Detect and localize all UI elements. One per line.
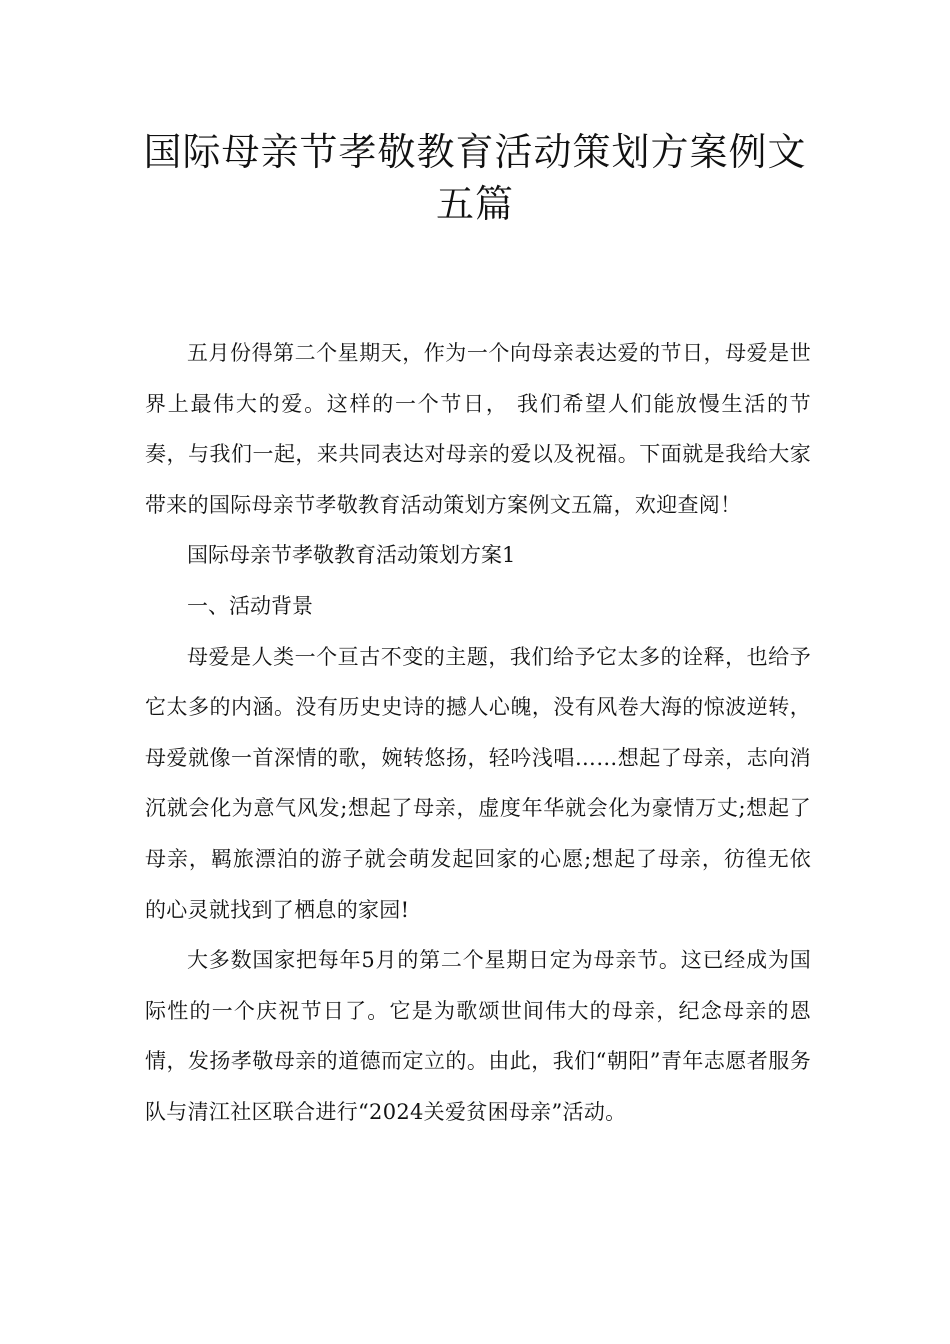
body-paragraph-1: 母爱是人类一个亘古不变的主题，我们给予它太多的诠释，也给予它太多的内涵。没有历史史诗的撼人心魄，没有风卷大海的惊波逆转，母爱就像一首深情的歌，婉转悠扬，轻吟浅唱……想起了母亲，志向消沉就会化为意气风发;想起了母亲，虚度年华就会化为豪情万丈;想起了母亲，羁旅漂泊的游子就会萌发起回家的心愿;想起了母亲，彷徨无依的心灵就找到了栖息的家园! [145, 644, 811, 922]
title-line-1: 国际母亲节孝敬教育活动策划方案例文 [143, 130, 807, 174]
title-line-2: 五篇 [435, 182, 514, 226]
intro-paragraph: 五月份得第二个星期天，作为一个向母亲表达爱的节日，母爱是世界上最伟大的爱。这样的一个节日， 我们希望人们能放慢生活的节奏，与我们一起，来共同表达对母亲的爱以及祝福。下面就是我给大家带来的国际母亲节孝敬教育活动策划方案例文五篇，欢迎查阅！ [145, 341, 811, 517]
subsection-title: 一、活动背景 [187, 593, 313, 618]
body-paragraph-2: 大多数国家把每年5月的第二个星期日定为母亲节。这已经成为国际性的一个庆祝节日了。它是为歌颂世间伟大的母亲，纪念母亲的恩情，发扬孝敬母亲的道德而定立的。由此，我们“朝阳”青年志愿者服务队与清江社区联合进行“2024关爱贫困母亲”活动。 [145, 948, 811, 1124]
document-body [145, 328, 811, 1138]
document-title [120, 126, 830, 230]
section-title: 国际母亲节孝敬教育活动策划方案1 [187, 543, 516, 568]
